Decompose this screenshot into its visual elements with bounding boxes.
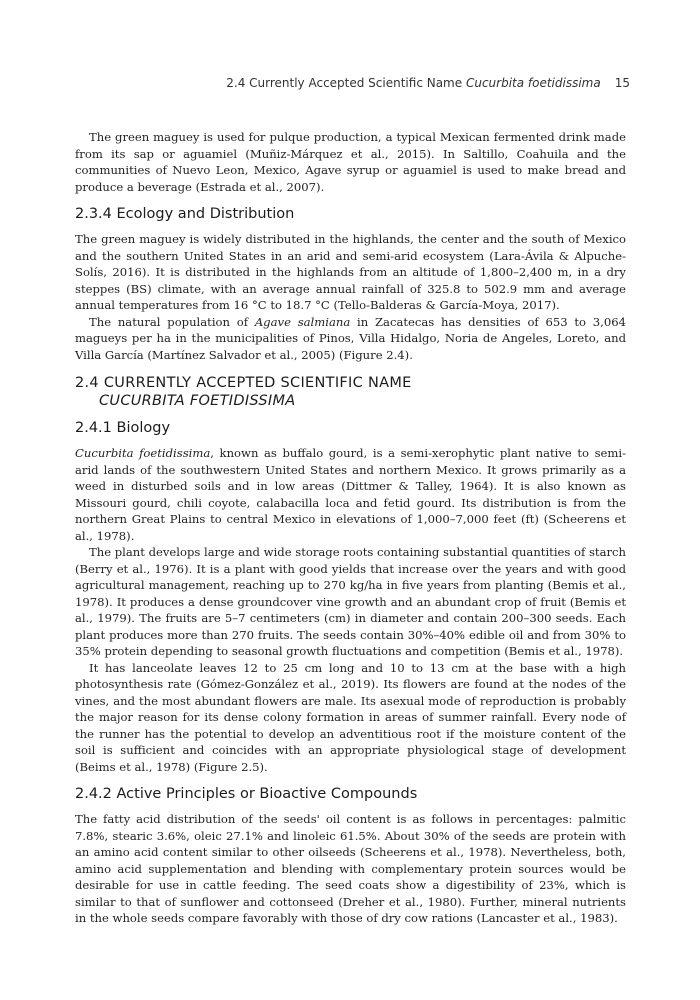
running-header [75, 76, 630, 90]
heading-ecology-distribution: 2.3.4 Ecology and Distribution [75, 206, 295, 222]
paragraph-buffalo-gourd-intro: Cucurbita foetidissima, known as buffalo gourd, is a semi-xerophytic plant native to semi-arid lands of the southwestern United States and northern Mexico. It grows primarily as a weed in disturbed soils and in low areas (Dittmer & Talley, 1964). It is also known as Missouri gourd, chili coyote, calabacilla loca and fetid gourd. Its distribution is from the northern Great Plains to central Mexico in elevations of 1,000–7,000 feet (ft) (Scheerens et al., 1978). [75, 446, 626, 543]
main-text [75, 129, 626, 927]
paragraph-green-maguey-uses: The green maguey is used for pulque production, a typical Mexican fermented drink made from its sap or aguamiel (Muñiz-Márquez et al., 2015). In Saltillo, Coahuila and the communities of Nuevo Leon, Mexico, Agave syrup or aguamiel is used to make bread and produce a beverage (Estrada et al., 2007). [75, 130, 626, 194]
heading-active-principles: 2.4.2 Active Principles or Bioactive Compounds [75, 786, 418, 802]
running-header-species: Cucurbita foetidissima [465, 76, 601, 90]
running-header-section: 2.4 Currently Accepted Scientific Name [226, 76, 466, 90]
agave-salmiana-name: Agave salmiana [254, 314, 351, 329]
paragraph-agave-population: The natural population of Agave salmiana in Zacatecas has densities of 653 to 3,064 magueys per ha in the municipalities of Pinos, Villa Hidalgo, Noria de Angeles, Loreto, and Villa García (Martínez Salvador et al., 2005) (Figure 2.4). [75, 314, 626, 362]
paragraph-green-maguey-distribution: The green maguey is widely distributed in the highlands, the center and the south of Mexico and the southern United States in an arid and semi-arid ecosystem (Lara-Ávila & Alpuche-Solís, 2016). It is distributed in the highlands from an altitude of 1,800–2,400 m, in a dry steppes (BS) climate, with an average annual rainfall of 325.8 to 502.9 mm and average annual temperatures from 16 °C to 18.7 °C (Tello-Balderas & García-Moya, 2017). [75, 232, 626, 312]
paragraph-fatty-acids: The fatty acid distribution of the seeds' oil content is as follows in percentages: palmitic 7.8%, stearic 3.6%, oleic 27.1% and linoleic 61.5%. About 30% of the seeds are protein with an amino acid content similar to other oilseeds (Scheerens et al., 1978). Nevertheless, both, amino acid supplementation and blending with complementary protein sources would be desirable for use in cattle feeding. The seed coats show a digestibility of 23%, which is similar to that of sunflower and cottonseed (Dreher et al., 1980). Further, mineral nutrients in the whole seeds compare favorably with those of dry cow rations (Lancaster et al., 1983). [75, 812, 626, 925]
section-heading-line1: 2.4 CURRENTLY ACCEPTED SCIENTIFIC NAME [75, 375, 412, 391]
paragraph-leaves-flowers: It has lanceolate leaves 12 to 25 cm long and 10 to 13 cm at the base with a high photosynthesis rate (Gómez-González et al., 2019). Its flowers are found at the nodes of the vines, and the most abundant flowers are male. Its asexual mode of reproduction is probably the major reason for its dense colony formation in areas of summer rainfall. Every node of the runner has the potential to develop an adventitious root if the moisture content of the soil is sufficient and coincides with an appropriate physiological stage of development (Beims et al., 1978) (Figure 2.5). [75, 660, 626, 774]
section-heading-line2: CUCURBITA FOETIDISSIMA [99, 393, 296, 409]
section-heading-cucurbita [75, 374, 626, 410]
paragraph-storage-roots: The plant develops large and wide storage roots containing substantial quantities of starch (Berry et al., 1976). It is a plant with good yields that increase over the years and with good agricultural management, reaching up to 270 kg/ha in five years from planting (Bemis et al., 1978). It produces a dense groundcover vine growth and an abundant crop of fruit (Bemis et al., 1979). The fruits are 5–7 centimeters (cm) in diameter and contain 200–300 seeds. Each plant produces more than 270 fruits. The seeds contain 30%–40% edible oil and from 30% to 35% protein depending to seasonal growth fluctuations and competition (Bemis et al., 1978). [75, 545, 627, 658]
heading-biology: 2.4.1 Biology [75, 420, 171, 436]
cucurbita-foetidissima-name: Cucurbita foetidissima [75, 446, 211, 460]
page-number: 15 [614, 76, 630, 90]
